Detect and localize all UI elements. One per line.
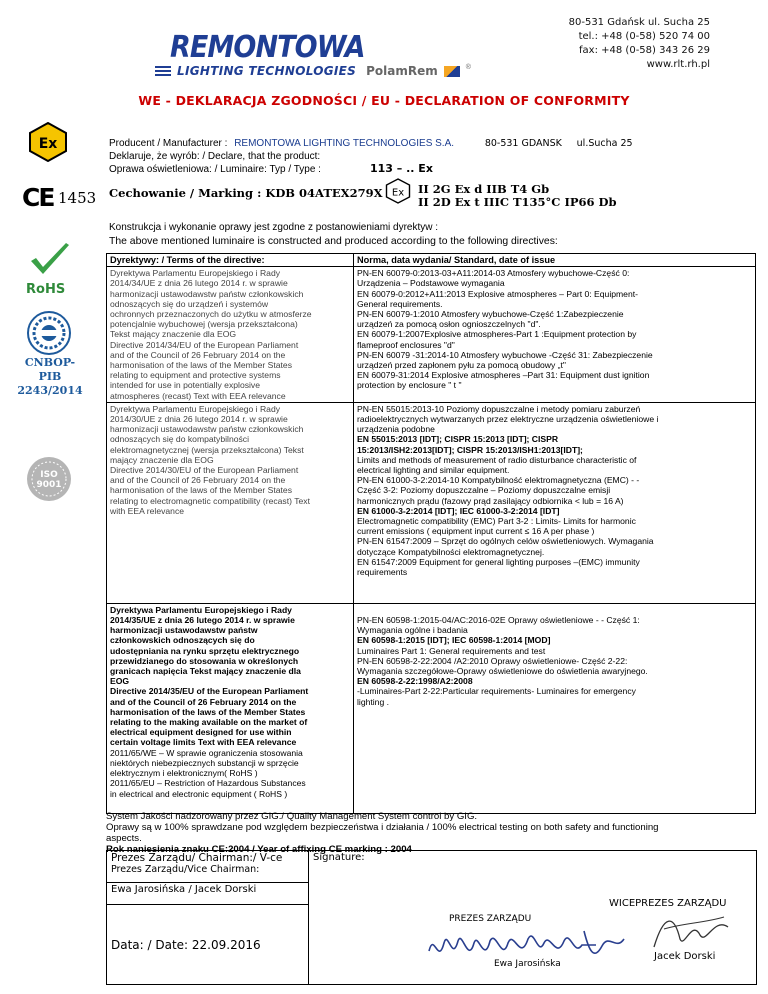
construction-line-en: The above mentioned luminaire is constructed and produced according to the following directives: <box>109 236 558 247</box>
construction-line-pl: Konstrukcja i wykonanie oprawy jest zgodne z postanowieniami dyrektyw : <box>109 222 439 233</box>
text-line: 2014/30/UE z dnia 26 lutego 2014 r. w sprawie <box>110 414 288 425</box>
text-line: harmonizacji ustawodawstw państw członkowskich <box>110 288 304 299</box>
producer-street: ul.Sucha 25 <box>576 138 633 149</box>
cnbop-number: 2243/2014 <box>17 384 83 397</box>
ex-hexagon-icon <box>385 178 411 204</box>
text-line: Limits and methods of measurement of radio disturbance characteristic of <box>357 454 637 465</box>
text-line: Tekst mający znaczenie dla EOG <box>110 329 237 340</box>
text-line: requirements <box>357 567 408 578</box>
luminaire-type-value: 113 – .. Ex <box>370 162 433 175</box>
text-line: PN-EN 60079-1:2010 Atmosfery wybuchowe-Część 1:Zabezpieczenie <box>357 309 624 320</box>
logo-subtitle: LIGHTING TECHNOLOGIES <box>177 64 357 78</box>
text-line: 2011/65/WE – W sprawie ograniczenia stosowania <box>110 747 303 758</box>
cnbop-label <box>14 356 86 398</box>
ce-mark-icon: CE <box>22 183 54 212</box>
text-line: 15:2013/ISH2:2013[IDT]; CISPR 15:2013/ISH1:2013[IDT]; <box>357 444 583 455</box>
text-line: certain voltage limits Text with EEA relevance <box>110 737 297 748</box>
text-line: and of the Council of 26 February 2014 on the <box>110 349 286 360</box>
text-line: Dyrektywa Parlamentu Europejskiego i Rady <box>110 604 292 615</box>
role-label: Prezes Zarządu/ Chairman:/ V-ce <box>111 852 283 864</box>
text-line: EN 60079-0:2012+A11:2013 Explosive atmospheres – Part 0: Equipment- <box>357 288 638 299</box>
text-line: intended for use in potentially explosive <box>110 380 261 391</box>
text-line: potencjalnie wybuchowej (wersja przekształcona) <box>110 319 298 330</box>
text-line: relating to the making available on the market of <box>110 717 308 728</box>
text-line: relating to electromagnetic compatibility (recast) Text <box>110 495 310 506</box>
text-line: udostępniania na rynku sprzętu elektrycznego <box>110 645 300 656</box>
cnbop-name: CNBOP-PIB <box>24 356 76 383</box>
text-line: Wymagania szczegółowe-Oprawy oświetleniowe do oświetlenia awaryjnego. <box>357 666 648 677</box>
table-row <box>107 603 756 813</box>
text-line: lighting . <box>357 696 390 707</box>
header-standards: Norma, data wydania/ Standard, date of issue <box>354 254 756 267</box>
stamp-vice-title: WICEPREZES ZARZĄDU <box>609 898 727 909</box>
text-line: Dyrektywa Parlamentu Europejskiego i Rady <box>110 403 281 414</box>
standards-cell <box>354 402 756 603</box>
producer-name: REMONTOWA LIGHTING TECHNOLOGIES S.A. <box>234 138 455 149</box>
text-line: EN 61547:2009 Equipment for general lighting purposes –(EMC) immunity <box>357 556 640 567</box>
fax: fax: +48 (0-58) 343 26 29 <box>579 45 710 56</box>
text-line: PN-EN 60598-2-22:2004 /A2:2010 Oprawy oświetleniowe- Część 2-22: <box>357 655 628 666</box>
text-line: EN 61000-3-2:2014 [IDT]; IEC 61000-3-2:2014 [IDT] <box>357 505 560 516</box>
signatory-names: Ewa Jarosińska / Jacek Dorski <box>107 883 309 905</box>
text-line: radioelektrycznych wytwarzanych przez elektryczne urządzenia oświetleniowe i <box>357 414 659 425</box>
text-line: EN 60079-31:2014 Explosive atmospheres –Part 31: Equipment dust ignition <box>357 370 650 381</box>
text-line: -Luminaires-Part 2-22:Particular requirements- Luminaires for emergency <box>357 686 636 697</box>
footer-text <box>106 811 756 855</box>
text-line: harmonisation of the laws of the Member States <box>110 360 292 371</box>
marking-gas: II 2G Ex d IIB T4 Gb <box>418 182 550 196</box>
text-line: harmonisation of the laws of the Member States <box>110 706 306 717</box>
text-line: electrical lighting and similar equipment. <box>357 465 510 476</box>
text-line: niektórych niebezpiecznych substancji w sprzęcie <box>110 757 299 768</box>
rohs-label: RoHS <box>26 282 66 297</box>
contact-block <box>569 16 710 72</box>
directive-cell <box>107 402 354 603</box>
text-line: PN-EN 60079-0:2013-03+A11:2014-03 Atmosfery wybuchowe-Część 0: <box>357 268 630 279</box>
text-line: harmonicznych prądu (fazowy prąd zasilający odbiornika < lub = 16 A) <box>357 495 624 506</box>
ce-notified-body-number: 1453 <box>58 189 97 207</box>
ce-year-line: Rok naniesienia znaku CE:2004 / Year of affixing CE marking : 2004 <box>106 844 412 855</box>
text-line: Wymagania ogólne i badania <box>357 625 468 636</box>
text-line: odnoszących się do kompatybilności <box>110 434 250 445</box>
marking-dust: II 2D Ex t IIIC T135°C IP66 Db <box>418 195 617 209</box>
producer-line <box>109 138 633 149</box>
text-line: protection by enclosure " t " <box>357 380 462 391</box>
cnbop-emblem-icon <box>26 310 72 356</box>
text-line: harmonisation of the laws of the Member States <box>110 485 292 496</box>
document-title: WE - DEKLARACJA ZGODNOŚCI / EU - DECLARATION OF CONFORMITY <box>138 93 630 108</box>
text-line: Directive 2014/30/EU of the European Parliament <box>110 465 299 476</box>
text-line: General requirements. <box>357 298 443 309</box>
rohs-check-icon <box>28 241 72 279</box>
text-line: 2014/35/UE z dnia 26 lutego 2014 r. w sprawie <box>110 615 295 626</box>
signature-header-row <box>107 851 757 883</box>
text-line: EN 60079-1:2007Explosive atmospheres-Part 1 :Equipment protection by <box>357 329 637 340</box>
text-line: członkowskich odnoszących się do <box>110 635 255 646</box>
text-line: EN 60598-2-22:1998/A2:2008 <box>357 676 473 687</box>
website: www.rlt.rh.pl <box>646 59 710 70</box>
text-line: PN-EN 60079 -31:2014-10 Atmosfery wybuchowe -Część 31: Zabezpieczenie <box>357 349 653 360</box>
text-line: mający znaczenie dla EOG <box>110 454 214 465</box>
luminaire-type-label: Oprawa oświetleniowa: / Luminaire: Typ / Type : <box>109 164 321 175</box>
telephone: tel.: +48 (0-58) 520 74 00 <box>578 31 710 42</box>
stamp-president-name: Ewa Jarosińska <box>494 959 561 969</box>
table-header-row <box>107 254 756 267</box>
standards-cell <box>354 267 756 403</box>
text-line: ochronnych przeznaczonych do użytku w atmosferze <box>110 309 312 320</box>
signature-label: Signature: <box>313 852 365 863</box>
directives-table <box>106 253 756 814</box>
text-line <box>357 605 752 615</box>
text-line: EN 60598-1:2015 [IDT]; IEC 60598-1:2014 [MOD] <box>357 635 551 646</box>
text-line: flameproof enclosures "d" <box>357 339 455 350</box>
text-line: urządzeń za pomocą osłon ognioszczelnych "d". <box>357 319 541 330</box>
text-line: EN 55015:2013 [IDT]; CISPR 15:2013 [IDT]; CISPR <box>357 434 559 445</box>
text-line: Część 3-2: Poziomy dopuszczalne – Poziomy dopuszczalne emisji <box>357 485 611 496</box>
text-line: Dyrektywa Parlamentu Europejskiego i Rady <box>110 268 281 279</box>
table-row <box>107 402 756 603</box>
ex-symbol-label: Ex <box>391 187 405 199</box>
text-line: harmonizacji ustawodawstw państw <box>110 625 258 636</box>
text-line: and of the Council of 26 February 2014 on the <box>110 696 297 707</box>
marking-label: Cechowanie / Marking : KDB 04ATEX279X <box>109 186 383 200</box>
text-line: current emissions ( equipment input current ≤ 16 A per phase ) <box>357 526 595 537</box>
stamp-vice-name: Jacek Dorski <box>654 951 716 962</box>
text-line: Urządzenia – Podstawowe wymagania <box>357 278 505 289</box>
header-directives: Dyrektywy: / Terms of the directive: <box>107 254 354 267</box>
signature-table <box>106 850 757 985</box>
text-line: PN-EN 61547:2009 – Sprzęt do ogólnych celów oświetleniowych. Wymagania <box>357 536 654 547</box>
text-line: urządzenia podobne <box>357 424 435 435</box>
text-line: elektrycznym i elektronicznym( RoHS ) <box>110 768 258 779</box>
stamp-president-title: PREZES ZARZĄDU <box>449 914 532 924</box>
iso-9001-badge-icon <box>25 455 73 503</box>
text-line: Electromagnetic compatibility (EMC) Part 3-2 : Limits- Limits for harmonic <box>357 516 636 527</box>
table-row <box>107 267 756 403</box>
address: 80-531 Gdańsk ul. Sucha 25 <box>568 17 710 28</box>
text-line: PN-EN 61000-3-2:2014-10 Kompatybilność elektromagnetyczna (EMC) - - <box>357 475 640 486</box>
polamrem-logo: PolamRem <box>366 64 438 78</box>
logo-stripes-icon <box>155 66 171 76</box>
text-line: relating to equipment and protective systems <box>110 370 281 381</box>
text-line: Luminaires Part 1: General requirements and test <box>357 645 546 656</box>
declare-line: Deklaruje, że wyrób: / Declare, that the product: <box>109 151 321 162</box>
testing-line: Oprawy są w 100% sprawdzane pod względem bezpieczeństwa i działania / 100% electrical testing on both safety and functioning <box>106 822 659 833</box>
text-line: dotyczące Kompatybilności elektromagnetycznej. <box>357 546 545 557</box>
vice-signature-scribble-icon <box>644 909 734 954</box>
text-line: Directive 2014/35/EU of the European Parliament <box>110 686 309 697</box>
producer-city: 80-531 GDANSK <box>484 138 562 149</box>
atex-ex-icon <box>28 122 68 162</box>
text-line: Directive 2014/34/EU of the European Parliament <box>110 339 299 350</box>
text-line: electrical equipment designed for use within <box>110 727 292 738</box>
marking-codes <box>418 183 617 209</box>
text-line: elektromagnetycznej (wersja przekształcona) Tekst <box>110 444 304 455</box>
signature-cell <box>309 851 757 985</box>
role-cell <box>107 851 309 883</box>
text-line: PN-EN 60598-1:2015-04/AC:2016-02E Oprawy oświetleniowe - - Część 1: <box>357 615 640 626</box>
text-line: przewidzianego do stosowania w określonych <box>110 655 299 666</box>
testing-line-cont: aspects. <box>106 833 142 844</box>
atex-ex-label: Ex <box>38 136 58 152</box>
text-line: in electrical and electronic equipment ( RoHS ) <box>110 788 288 799</box>
signing-date: Data: / Date: 22.09.2016 <box>107 905 309 985</box>
text-line: PN-EN 55015:2013-10 Poziomy dopuszczalne i metody pomiaru zaburzeń <box>357 403 641 414</box>
role-label-2: Prezes Zarządu/Vice Chairman: <box>111 864 260 875</box>
polamrem-mark-icon <box>444 66 460 77</box>
text-line: urządzeń przed zapłonem pyłu za pomocą obudowy „t" <box>357 360 566 371</box>
iso-label: ISO <box>40 470 58 480</box>
text-line: atmospheres (recast) Text with EEA relevance <box>110 390 286 401</box>
text-line: and of the Council of 26 February 2014 on the <box>110 475 286 486</box>
text-line: EOG <box>110 676 130 687</box>
registered-mark: ® <box>465 64 471 71</box>
text-line: harmonizacji ustawodawstw państw członkowskich <box>110 424 304 435</box>
company-logo-name: REMONTOWA <box>170 30 365 65</box>
text-line: 2011/65/EU – Restriction of Hazardous Substances <box>110 778 306 789</box>
text-line: granicach napięcia Tekst mający znaczenie dla <box>110 666 301 677</box>
directive-cell <box>107 603 354 813</box>
directive-cell <box>107 267 354 403</box>
standards-cell <box>354 603 756 813</box>
producer-label: Producent / Manufacturer : <box>109 138 228 149</box>
text-line: with EEA relevance <box>110 505 185 516</box>
iso-number: 9001 <box>36 480 62 490</box>
quality-line: System Jakości nadzorowany przez GIG./ Quality Management System control by GIG. <box>106 811 478 822</box>
company-logo-sub <box>155 64 471 78</box>
text-line: odnoszących się do urządzeń i systemów <box>110 298 269 309</box>
text-line: 2014/34/UE z dnia 26 lutego 2014 r. w sprawie <box>110 278 288 289</box>
